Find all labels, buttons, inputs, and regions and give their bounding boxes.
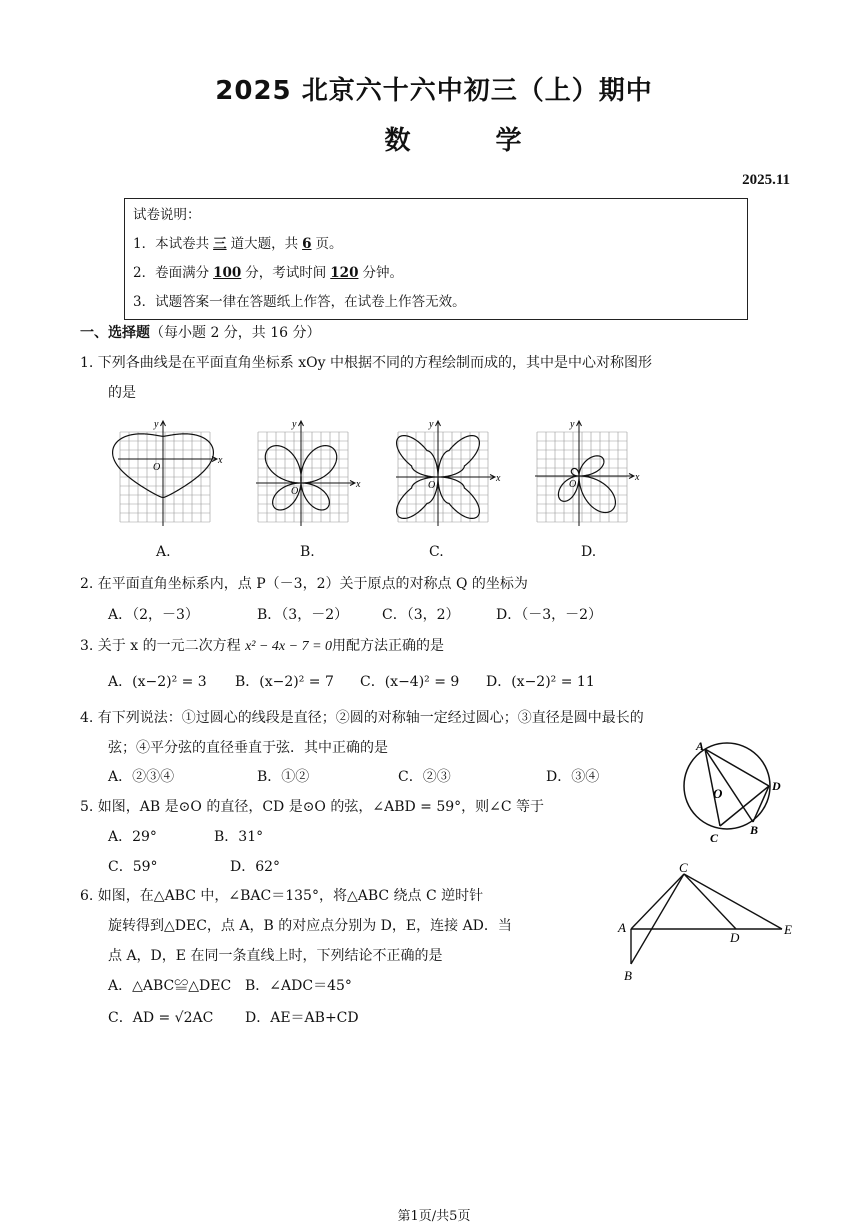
chord-cd bbox=[720, 786, 769, 826]
label-b: B bbox=[750, 823, 759, 837]
page-footer: 第1页/共5页 bbox=[397, 1209, 471, 1224]
section-detail: （每小题 2 分，共 16 分） bbox=[150, 325, 321, 341]
subject-title: 数 学 bbox=[384, 126, 560, 156]
label-o: O bbox=[713, 786, 723, 801]
q3-option-c[interactable]: C．(x−4)² = 9 bbox=[360, 674, 460, 690]
exam-instructions-box bbox=[124, 198, 748, 320]
q4-option-a[interactable]: A．②③④ bbox=[108, 769, 175, 785]
instruction-1-mid: 道大题，共 bbox=[230, 236, 299, 252]
label-b: B bbox=[624, 968, 632, 983]
y-axis-label: y bbox=[570, 419, 575, 430]
q6-triangle-figure bbox=[612, 860, 802, 988]
page-title: 2025 北京六十六中初三（上）期中 bbox=[215, 76, 653, 106]
instruction-2-value-score: 100 bbox=[213, 265, 242, 281]
q3-option-d[interactable]: D．(x−2)² = 11 bbox=[486, 674, 595, 690]
instruction-3: 3．试题答案一律在答题纸上作答，在试卷上作答无效。 bbox=[133, 294, 466, 310]
x-axis-label: x bbox=[496, 473, 501, 484]
q3-option-b[interactable]: B．(x−2)² = 7 bbox=[235, 674, 334, 690]
q1-option-d[interactable]: D. bbox=[581, 544, 597, 560]
exam-date: 2025.11 bbox=[742, 172, 790, 188]
q2-option-c[interactable]: C．（3，2） bbox=[382, 607, 460, 623]
q5-option-c[interactable]: C．59° bbox=[108, 859, 158, 875]
question-4-line2: 弦；④平分弦的直径垂直于弦．其中正确的是 bbox=[108, 740, 388, 756]
graph-a-heart bbox=[120, 418, 223, 526]
origin-label: O bbox=[291, 486, 299, 497]
graph-d-butterfly bbox=[537, 418, 640, 526]
q6-option-d[interactable]: D．AE＝AB+CD bbox=[245, 1010, 359, 1026]
instruction-1-suffix: 页。 bbox=[315, 236, 343, 252]
label-c: C bbox=[710, 831, 719, 845]
section-heading bbox=[80, 322, 321, 342]
question-6-line3: 点 A，D，E 在同一条直线上时，下列结论不正确的是 bbox=[108, 948, 443, 964]
y-axis-label: y bbox=[154, 419, 159, 430]
y-axis-label: y bbox=[292, 419, 297, 430]
chord-ad bbox=[705, 749, 769, 786]
instruction-1-prefix: 1．本试卷共 bbox=[133, 236, 210, 252]
instruction-2-suffix: 分钟。 bbox=[362, 265, 403, 281]
instruction-2-value-time: 120 bbox=[330, 265, 359, 281]
origin-label: O bbox=[153, 462, 161, 473]
y-axis-label: y bbox=[429, 419, 434, 430]
q2-option-d[interactable]: D．（－3，－2） bbox=[496, 607, 603, 623]
instruction-2-prefix: 2．卷面满分 bbox=[133, 265, 210, 281]
label-d: D bbox=[772, 779, 781, 793]
q1-option-a[interactable]: A. bbox=[156, 544, 171, 560]
graph-c-four-hearts bbox=[398, 418, 501, 526]
q3-equation: x² − 4x − 7 = 0 bbox=[245, 639, 333, 654]
question-2-stem: 2. 在平面直角坐标系内，点 P（－3，2）关于原点的对称点 Q 的坐标为 bbox=[80, 576, 528, 592]
x-axis-label: x bbox=[218, 455, 223, 466]
origin-label: O bbox=[428, 480, 436, 491]
x-axis-label: x bbox=[635, 472, 640, 483]
instruction-1-value-pages: 6 bbox=[302, 236, 312, 252]
label-e: E bbox=[784, 922, 792, 937]
q5-option-b[interactable]: B．31° bbox=[214, 829, 264, 845]
instruction-1 bbox=[133, 232, 343, 252]
instruction-2-mid: 分，考试时间 bbox=[245, 265, 327, 281]
question-1-line1: 1. 下列各曲线是在平面直角坐标系 xOy 中根据不同的方程绘制而成的，其中是中心对称图形 bbox=[80, 355, 652, 371]
grid bbox=[258, 432, 348, 522]
graph-b-four-petal bbox=[258, 418, 361, 526]
segment-ce bbox=[684, 874, 782, 929]
q4-option-c[interactable]: C．②③ bbox=[398, 769, 451, 785]
segment-ca bbox=[631, 874, 684, 929]
q3-stem-prefix: 3. 关于 x 的一元二次方程 bbox=[80, 638, 241, 654]
question-4-line1: 4. 有下列说法：①过圆心的线段是直径；②圆的对称轴一定经过圆心；③直径是圆中最长的 bbox=[80, 710, 644, 726]
q5-option-a[interactable]: A．29° bbox=[108, 829, 157, 845]
segment-cd bbox=[684, 874, 736, 929]
q6-option-c[interactable]: C．AD = √2AC bbox=[108, 1010, 214, 1026]
question-6-line1: 6. 如图，在△ABC 中，∠BAC＝135°，将△ABC 绕点 C 逆时针 bbox=[80, 888, 484, 904]
instruction-1-value-sections: 三 bbox=[213, 236, 227, 252]
label-c: C bbox=[679, 860, 688, 875]
q6-option-a[interactable]: A．△ABC≌△DEC bbox=[108, 978, 232, 994]
q1-option-c[interactable]: C. bbox=[429, 544, 444, 560]
q2-option-b[interactable]: B．（3，－2） bbox=[257, 607, 349, 623]
label-d: D bbox=[730, 930, 740, 945]
instruction-2 bbox=[133, 261, 403, 281]
x-axis-label: x bbox=[356, 479, 361, 490]
q6-option-b[interactable]: B．∠ADC＝45° bbox=[245, 978, 352, 994]
q3-option-a[interactable]: A．(x−2)² = 3 bbox=[108, 674, 207, 690]
q1-option-b[interactable]: B. bbox=[300, 544, 315, 560]
instructions-heading: 试卷说明： bbox=[133, 207, 201, 223]
question-5-stem: 5. 如图，AB 是⊙O 的直径，CD 是⊙O 的弦，∠ABD = 59°，则∠C 等于 bbox=[80, 799, 545, 815]
section-label: 一、选择题 bbox=[80, 325, 150, 341]
label-a: A bbox=[696, 739, 705, 753]
q5-circle-figure bbox=[680, 738, 790, 848]
q3-stem-suffix: 用配方法正确的是 bbox=[332, 638, 445, 654]
question-3-stem bbox=[80, 635, 444, 655]
q2-option-a[interactable]: A．（2，－3） bbox=[108, 607, 199, 623]
segment-cb bbox=[631, 874, 684, 964]
q4-option-b[interactable]: B．①② bbox=[257, 769, 310, 785]
q5-option-d[interactable]: D．62° bbox=[230, 859, 281, 875]
question-1-line2: 的是 bbox=[108, 385, 136, 401]
question-6-line2: 旋转得到△DEC，点 A，B 的对应点分别为 D，E，连接 AD．当 bbox=[108, 918, 512, 934]
circle-o bbox=[684, 743, 770, 829]
label-a: A bbox=[618, 920, 626, 935]
q4-option-d[interactable]: D．③④ bbox=[546, 769, 600, 785]
origin-label: O bbox=[569, 479, 577, 490]
